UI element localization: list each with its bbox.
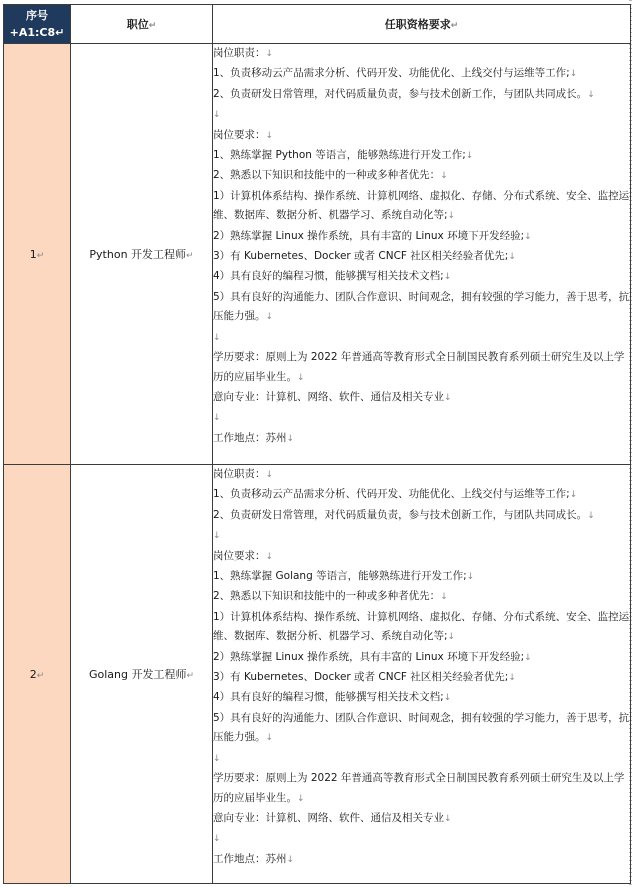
requirement-line: ↓ [213, 834, 221, 845]
header-position: 职位↵ [71, 5, 213, 44]
requirement-line: 4）具有良好的编程习惯，能够撰写相关技术文档;↓ [213, 270, 452, 283]
requirement-line: 1、负责移动云产品需求分析、代码开发、功能优化、上线交付与运维等工作;↓ [213, 67, 578, 80]
requirements-list [213, 44, 630, 449]
requirement-line: 1）计算机体系结构、操作系统、计算机网络、虚拟化、存储、分布式系统、安全、监控运维、数据库、数据分析、机器学习、系统自动化等;↓ [213, 189, 630, 222]
requirement-line: 2、负责研发日常管理，对代码质量负责，参与技术创新工作，与团队共同成长。↓ [213, 508, 595, 521]
requirements-cell [213, 44, 631, 465]
requirement-line: 1、熟练掌握 Python 等语言，能够熟练进行开发工作;↓ [213, 149, 474, 162]
requirement-line: 1、负责移动云产品需求分析、代码开发、功能优化、上线交付与运维等工作;↓ [213, 488, 578, 501]
requirement-line: 5）具有良好的沟通能力、团队合作意识、时间观念，拥有较强的学习能力，善于思考，抗压能力强。↓ [213, 290, 630, 323]
requirement-line: 2、熟悉以下知识和技能中的一种或多种者优先：↓ [213, 169, 448, 182]
requirement-line: 2、熟悉以下知识和技能中的一种或多种者优先：↓ [213, 590, 448, 603]
requirement-line: 岗位要求：↓ [213, 549, 274, 562]
requirement-line: ↓ [213, 110, 221, 121]
header-number-label: 序号 [26, 9, 48, 22]
requirement-line: 学历要求：原则上为 2022 年普通高等教育形式全日制国民教育系列硕士研究生及以上学历的应届毕业生。↓ [213, 772, 625, 804]
row-number-cell: 2↵ [4, 465, 71, 884]
requirement-line: 岗位职责：↓ [213, 468, 274, 480]
requirement-line: 4）具有良好的编程习惯，能够撰写相关技术文档;↓ [213, 691, 452, 704]
header-number-range: +A1:C8↵ [9, 26, 65, 39]
requirement-line: 工作地点：苏州↓ [213, 431, 295, 444]
table-row [4, 465, 631, 884]
requirement-line: 岗位要求：↓ [213, 128, 274, 141]
header-requirements: 任职资格要求↵ [213, 5, 631, 44]
requirement-line: 5）具有良好的沟通能力、团队合作意识、时间观念，拥有较强的学习能力，善于思考，抗压能力强。↓ [213, 711, 630, 744]
requirement-line: ↓ [213, 531, 221, 542]
position-cell: Python 开发工程师↵ [71, 44, 213, 465]
table-row [4, 44, 631, 465]
position-cell: Golang 开发工程师↵ [71, 465, 213, 884]
requirement-line: 工作地点：苏州↓ [213, 852, 295, 865]
requirement-line: 学历要求：原则上为 2022 年普通高等教育形式全日制国民教育系列硕士研究生及以上学历的应届毕业生。↓ [213, 351, 625, 383]
requirement-line: 2）熟练掌握 Linux 操作系统，具有丰富的 Linux 环境下开发经验;↓ [213, 650, 532, 663]
header-number [4, 5, 71, 44]
requirement-line: 3）有 Kubernetes、Docker 或者 CNCF 社区相关经验者优先;↓ [213, 671, 516, 684]
job-requirements-table [3, 4, 631, 884]
requirements-cell [213, 465, 631, 884]
requirement-line: 3）有 Kubernetes、Docker 或者 CNCF 社区相关经验者优先;↓ [213, 250, 516, 263]
requirement-line: ↓ [213, 753, 221, 764]
requirement-line: 1、熟练掌握 Golang 等语言，能够熟练进行开发工作;↓ [213, 570, 475, 583]
row-number-cell: 1↵ [4, 44, 71, 465]
requirement-line: 1）计算机体系结构、操作系统、计算机网络、虚拟化、存储、分布式系统、安全、监控运维、数据库、数据分析、机器学习、系统自动化等;↓ [213, 610, 630, 643]
requirement-line: 2）熟练掌握 Linux 操作系统，具有丰富的 Linux 环境下开发经验;↓ [213, 229, 532, 242]
requirement-line: 2、负责研发日常管理，对代码质量负责，参与技术创新工作，与团队共同成长。↓ [213, 87, 595, 100]
requirement-line: 岗位职责：↓ [213, 47, 274, 59]
requirement-line: ↓ [213, 413, 221, 424]
requirement-line: 意向专业：计算机、网络、软件、通信及相关专业↓ [213, 811, 452, 824]
requirement-line: ↓ [213, 332, 221, 343]
requirement-line: 意向专业：计算机、网络、软件、通信及相关专业↓ [213, 390, 452, 403]
requirements-list [213, 465, 630, 870]
table-header-row [4, 5, 631, 44]
